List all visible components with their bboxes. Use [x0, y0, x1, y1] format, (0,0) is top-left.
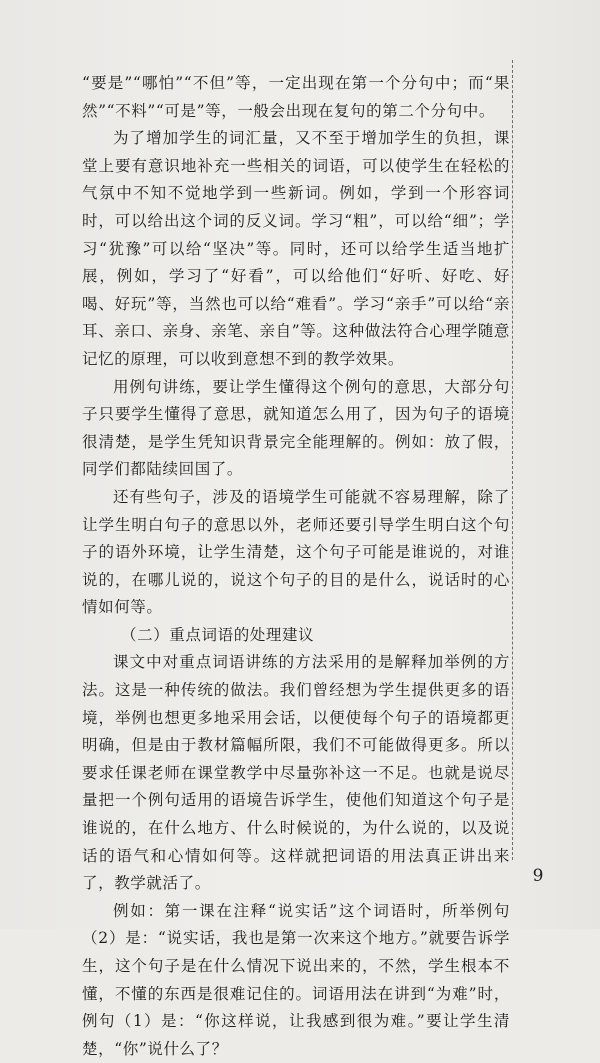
paragraph-6: 例如：第一课在注释“说实话”这个词语时，所举例句（2）是：“说实话，我也是第一次来这个地方。”就要告诉学生，这个句子是在什么情况下说出来的，不然，学生根本不懂，不懂的东西是很难记住的。词语用法在讲到“为难”时，例句（1）是：“你这样说，让我感到很为难。”要让学生清楚，“你”说什么了？	[82, 901, 510, 1058]
margin-dashed-line	[512, 60, 513, 860]
paragraph-4: 还有些句子，涉及的语境学生可能就不容易理解，除了让学生明白句子的意思以外，老师还要引导学生明白这个句子的语外环境，让学生清楚，这个句子可能是谁说的，对谁说的，在哪儿说的，说这个句子的目的是什么，说话时的心情如何等。	[82, 487, 510, 617]
body-text	[82, 70, 510, 1063]
paragraph-1: “要是”“哪怕”“不但”等，一定出现在第一个分句中；而“果然”“不料”“可是”等，一般会出现在复句的第二个分句中。	[82, 74, 510, 120]
paragraph-5: 课文中对重点词语讲练的方法采用的是解释加举例的方法。这是一种传统的做法。我们曾经想为学生提供更多的语境，举例也想更多地采用会话，以便使每个句子的语境都更明确，但是由于教材篇幅所限，我们不可能做得更多。所以要求任课老师在课堂教学中尽量弥补这一不足。也就是说尽量把一个例句适用的语境告诉学生，使他们知道这个句子是谁说的，在什么地方、什么时候说的，为什么说的，以及说话的语气和心情如何等。这样就把词语的用法真正讲出来了，教学就活了。	[82, 653, 510, 893]
paragraph-2: 为了增加学生的词汇量，又不至于增加学生的负担，课堂上要有意识地补充一些相关的词语，可以使学生在轻松的气氛中不知不觉地学到一些新词。例如，学到一个形容词时，可以给出这个词的反义词。学习“粗”，可以给“细”；学习“犹豫”可以给“坚决”等。同时，还可以给学生适当地扩展，例如，学习了“好看”，可以给他们“好听、好吃、好喝、好玩”等，当然也可以给“难看”。学习“亲手”可以给“亲耳、亲口、亲身、亲笔、亲自”等。这种做法符合心理学随意记忆的原理，可以收到意想不到的教学效果。	[82, 129, 510, 368]
section-heading: （二）重点词语的处理建议	[121, 625, 315, 644]
page-number: 9	[532, 866, 544, 886]
paragraph-3: 用例句讲练，要让学生懂得这个例句的意思，大部分句子只要学生懂得了意思，就知道怎么用了，因为句子的语境很清楚，是学生凭知识背景完全能理解的。例如：放了假，同学们都陆续回国了。	[82, 377, 510, 479]
